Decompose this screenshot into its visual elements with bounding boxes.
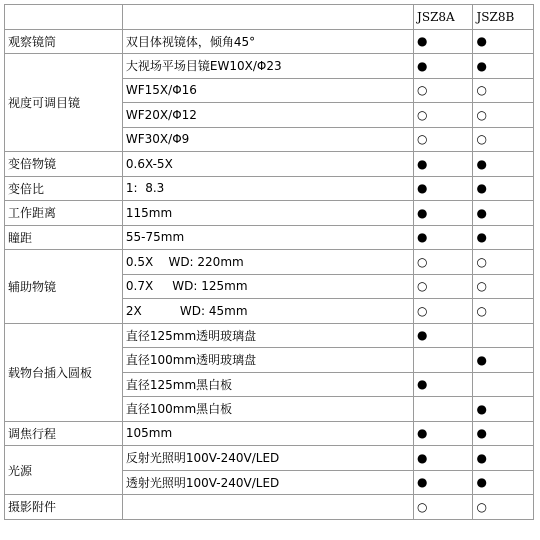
mark-b: ○	[473, 78, 534, 103]
mark-a	[414, 348, 473, 373]
spec-cell: 直径100mm透明玻璃盘	[122, 348, 413, 373]
mark-b: ●	[473, 225, 534, 250]
mark-b: ●	[473, 54, 534, 79]
mark-a: ●	[414, 470, 473, 495]
table-row	[5, 152, 534, 177]
mark-a	[414, 397, 473, 422]
mark-b	[473, 372, 534, 397]
category-cell: 工作距离	[5, 201, 123, 226]
spec-cell: WF30X/Φ9	[122, 127, 413, 152]
spec-cell: 大视场平场目镜EW10X/Φ23	[122, 54, 413, 79]
mark-b: ○	[473, 103, 534, 128]
spec-cell: 双目体视镜体，倾角45°	[122, 29, 413, 54]
mark-b: ●	[473, 470, 534, 495]
category-cell: 调焦行程	[5, 421, 123, 446]
mark-a: ●	[414, 54, 473, 79]
spec-cell: 直径100mm黑白板	[122, 397, 413, 422]
mark-a: ○	[414, 495, 473, 520]
category-cell: 观察镜筒	[5, 29, 123, 54]
mark-b	[473, 323, 534, 348]
spec-cell: 55-75mm	[122, 225, 413, 250]
mark-b: ○	[473, 495, 534, 520]
spec-cell: WF20X/Φ12	[122, 103, 413, 128]
mark-a: ○	[414, 299, 473, 324]
header-model-b: JSZ8B	[473, 5, 534, 30]
mark-b: ●	[473, 176, 534, 201]
table-row	[5, 176, 534, 201]
mark-a: ●	[414, 446, 473, 471]
mark-a: ●	[414, 152, 473, 177]
table-row	[5, 446, 534, 471]
spec-cell: 直径125mm黑白板	[122, 372, 413, 397]
category-cell: 摄影附件	[5, 495, 123, 520]
mark-a: ●	[414, 176, 473, 201]
mark-b: ○	[473, 127, 534, 152]
mark-b: ○	[473, 299, 534, 324]
category-cell: 变倍比	[5, 176, 123, 201]
mark-b: ●	[473, 421, 534, 446]
mark-a: ●	[414, 421, 473, 446]
mark-a: ●	[414, 372, 473, 397]
mark-b: ●	[473, 152, 534, 177]
mark-b: ○	[473, 274, 534, 299]
spec-cell: 1: 8.3	[122, 176, 413, 201]
category-cell: 视度可调目镜	[5, 54, 123, 152]
mark-b: ●	[473, 201, 534, 226]
mark-b: ○	[473, 250, 534, 275]
spec-cell: 透射光照明100V-240V/LED	[122, 470, 413, 495]
spec-cell: 115mm	[122, 201, 413, 226]
header-row	[5, 5, 534, 30]
mark-a: ●	[414, 201, 473, 226]
mark-a: ●	[414, 323, 473, 348]
spec-cell: 0.6X-5X	[122, 152, 413, 177]
mark-a: ●	[414, 29, 473, 54]
mark-b: ●	[473, 348, 534, 373]
table-row	[5, 225, 534, 250]
table-row	[5, 421, 534, 446]
mark-a: ●	[414, 225, 473, 250]
spec-cell: WF15X/Φ16	[122, 78, 413, 103]
spec-cell: 2X WD: 45mm	[122, 299, 413, 324]
header-model-a: JSZ8A	[414, 5, 473, 30]
category-cell: 变倍物镜	[5, 152, 123, 177]
category-cell: 光源	[5, 446, 123, 495]
table-row	[5, 323, 534, 348]
spec-cell: 0.7X WD: 125mm	[122, 274, 413, 299]
mark-a: ○	[414, 127, 473, 152]
header-blank-category	[5, 5, 123, 30]
table-row	[5, 495, 534, 520]
mark-b: ●	[473, 397, 534, 422]
spec-cell: 反射光照明100V-240V/LED	[122, 446, 413, 471]
spec-cell: 直径125mm透明玻璃盘	[122, 323, 413, 348]
category-cell: 辅助物镜	[5, 250, 123, 324]
mark-a: ○	[414, 78, 473, 103]
mark-b: ●	[473, 29, 534, 54]
table-row	[5, 201, 534, 226]
spec-cell: 105mm	[122, 421, 413, 446]
table-row	[5, 29, 534, 54]
category-cell: 载物台插入圆板	[5, 323, 123, 421]
mark-a: ○	[414, 103, 473, 128]
spec-cell: 0.5X WD: 220mm	[122, 250, 413, 275]
category-cell: 瞳距	[5, 225, 123, 250]
header-blank-spec	[122, 5, 413, 30]
mark-a: ○	[414, 250, 473, 275]
mark-a: ○	[414, 274, 473, 299]
spec-table	[4, 4, 534, 520]
spec-cell	[122, 495, 413, 520]
table-row	[5, 54, 534, 79]
table-row	[5, 250, 534, 275]
mark-b: ●	[473, 446, 534, 471]
